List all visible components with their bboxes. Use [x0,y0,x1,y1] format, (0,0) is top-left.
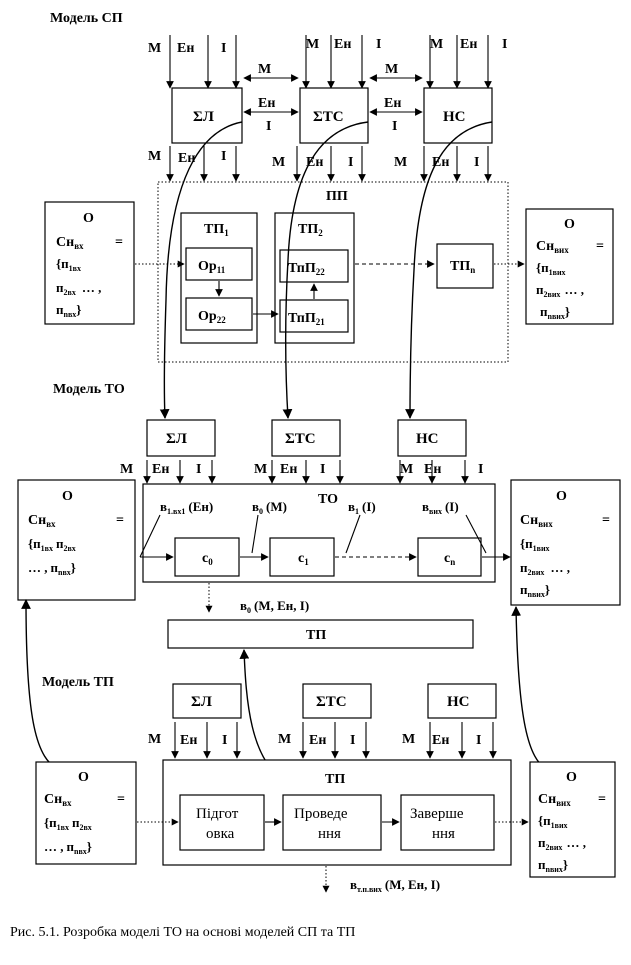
figure-caption: Рис. 5.1. Розробка моделі ТО на основі моделей СП та ТП [10,925,356,940]
svg-text:пnвих}: $п_nвих$} [520,582,551,599]
svg-text:Ен: Ен [432,733,450,748]
svg-text:М: М [148,732,162,747]
svg-text:ТП2: $ТП_2$ [298,222,323,238]
svg-text:=: = [598,792,606,807]
svg-text:ΣЛ: ΣЛ [191,694,212,710]
svg-text:ПП: ПП [326,189,348,204]
svg-text:в0(М): $в_0$ (М) [252,499,287,516]
svg-text:НС: НС [443,109,466,125]
svg-text:ння: ння [432,826,455,842]
svg-text:О: О [83,211,94,226]
svg-text:О: О [564,217,575,232]
svg-text:М: М [120,462,134,477]
svg-text:М: М [258,62,272,77]
svg-text:Снвих: $Сн_{вих}$ [520,513,553,529]
svg-text:Ен: Ен [178,151,196,166]
svg-text:НС: НС [447,694,470,710]
svg-text:ΣТС: ΣТС [316,694,347,710]
svg-text:Ен: Ен [306,155,324,170]
svg-text:ТпП22: ТпП$_{22}$ [288,261,325,277]
label-model-sp: Модель СП [50,11,123,26]
svg-text:=: = [117,792,125,807]
svg-text:М: М [306,37,320,52]
svg-text:ΣЛ: ΣЛ [193,109,214,125]
svg-text:Ен: Ен [180,733,198,748]
svg-text:ΣЛ: ΣЛ [166,431,187,447]
svg-text:Ен: Ен [309,733,327,748]
svg-text:М: М [394,155,408,170]
svg-text:ΣТС: ΣТС [313,109,344,125]
svg-text:І: І [502,37,508,52]
svg-text:Ен: Ен [280,462,298,477]
svg-text:ТПn: $ТП_n$ [450,259,476,275]
svg-text:п2вих… ,: $п_2вих$ … , [536,282,584,299]
svg-text:О: О [78,770,89,785]
svg-text:І: І [392,119,398,134]
svg-text:ТП1: $ТП_1$ [204,222,229,238]
svg-text:… ,пnвх}: … , $п_nвх$} [28,560,76,577]
svg-text:НС: НС [416,431,439,447]
svg-text:Заверше: Заверше [410,806,464,822]
svg-text:І: І [320,462,326,477]
svg-text:І: І [266,119,272,134]
svg-text:М: М [148,41,162,56]
svg-text:Підгот: Підгот [196,806,239,822]
svg-text:{п1вих: {$п_1вих$ [538,813,568,830]
svg-text:пnвих}: $п_nвих$} [538,857,569,874]
svg-text:{п1вих: {$п_1вих$ [520,536,550,553]
svg-text:п2вх… ,: $п_2вх$ … , [56,280,102,297]
svg-text:ввих(І): $в_{вих}$ (І) [422,499,459,516]
svg-text:І: І [348,155,354,170]
svg-text:І: І [350,733,356,748]
svg-text:вт.п.вих(М, Ен, І): $в_{т.п.вих}$ (М, Ен, І) [350,877,441,894]
label-model-to: Модель ТО [53,382,125,397]
svg-text:Ор11: $Ор_{11}$ [198,259,226,275]
svg-text:Ор22: $Ор_{22}$ [198,309,226,325]
svg-text:{п1вх: {$п_1вх$ [56,256,81,273]
svg-text:Ен: Ен [152,462,170,477]
svg-text:І: І [196,462,202,477]
svg-text:ΣТС: ΣТС [285,431,316,447]
svg-text:І: І [221,41,227,56]
svg-text:=: = [602,513,610,528]
svg-text:Ен: Ен [460,37,478,52]
svg-text:с0: $с_0$ [202,551,213,567]
svg-text:п2вих… ,: $п_2вих$ … , [538,835,586,852]
svg-text:І: І [476,733,482,748]
svg-text:Ен: Ен [384,96,402,111]
svg-text:ТпП21: ТпП$_{21}$ [288,311,325,327]
svg-text:в1.вх1(Ен): $в_{1.вх1}$ (Ен) [160,499,214,516]
svg-text:=: = [115,235,123,250]
svg-text:Снвх: $Сн_{вх}$ [28,513,56,529]
svg-text:О: О [62,489,73,504]
svg-text:М: М [385,62,399,77]
svg-text:{п1вих: {$п_1вих$ [536,260,566,277]
svg-text:Ен: Ен [432,155,450,170]
svg-text:{п1вхп2вх: {$п_1вх$ $п_2вх$ [28,536,76,553]
svg-text:І: І [376,37,382,52]
svg-text:ння: ння [318,826,341,842]
svg-text:пnвих}: $п_nвих$} [540,304,571,321]
svg-text:{п1вхп2вх: {$п_1вх$ $п_2вх$ [44,815,92,832]
svg-text:… ,пnвх}: … , $п_nвх$} [44,839,92,856]
tp-inputs [148,722,493,758]
svg-text:М: М [272,155,286,170]
svg-text:О: О [566,770,577,785]
svg-text:ТП: ТП [306,628,327,643]
svg-text:ТП: ТП [325,772,346,787]
svg-text:овка: овка [206,826,235,842]
svg-text:М: М [402,732,416,747]
svg-text:в0(М, Ен, І): $в_0$ (М, Ен, І) [240,598,310,615]
svg-text:Снвих: $Сн_{вих}$ [536,239,569,255]
svg-text:п2вих… ,: $п_2вих$ … , [520,560,570,577]
svg-text:Ен: Ен [177,41,195,56]
svg-text:Ен: Ен [334,37,352,52]
svg-text:М: М [278,732,292,747]
svg-text:пnвх}: $п_nвх$} [56,302,82,319]
svg-text:І: І [478,462,484,477]
to-inputs [120,460,483,483]
curve-tp-out-to-to-out [516,607,548,770]
svg-text:М: М [430,37,444,52]
svg-text:М: М [400,462,414,477]
sp-top-inputs [148,35,507,88]
svg-text:с1: $с_1$ [298,551,309,567]
svg-text:Снвих: $Сн_{вих}$ [538,792,571,808]
svg-text:в1(І): $в_1$ (І) [348,499,376,516]
svg-text:І: І [474,155,480,170]
svg-text:М: М [148,149,162,164]
svg-text:сn: $с_n$ [444,551,456,567]
svg-text:Проведе: Проведе [294,806,348,822]
svg-text:М: М [254,462,268,477]
svg-text:Снвх: $Сн_{вх}$ [44,792,72,808]
svg-text:=: = [116,513,124,528]
svg-text:Ен: Ен [258,96,276,111]
svg-text:ТО: ТО [318,492,339,507]
svg-text:О: О [556,489,567,504]
svg-text:І: І [222,733,228,748]
svg-text:=: = [596,239,604,254]
sp-op11-box [186,248,252,280]
svg-text:Снвх: $Сн_{вх}$ [56,235,84,251]
svg-text:І: І [221,149,227,164]
label-model-tp: Модель ТП [42,675,114,690]
svg-text:Ен: Ен [424,462,442,477]
sp-op22-box [186,298,252,330]
